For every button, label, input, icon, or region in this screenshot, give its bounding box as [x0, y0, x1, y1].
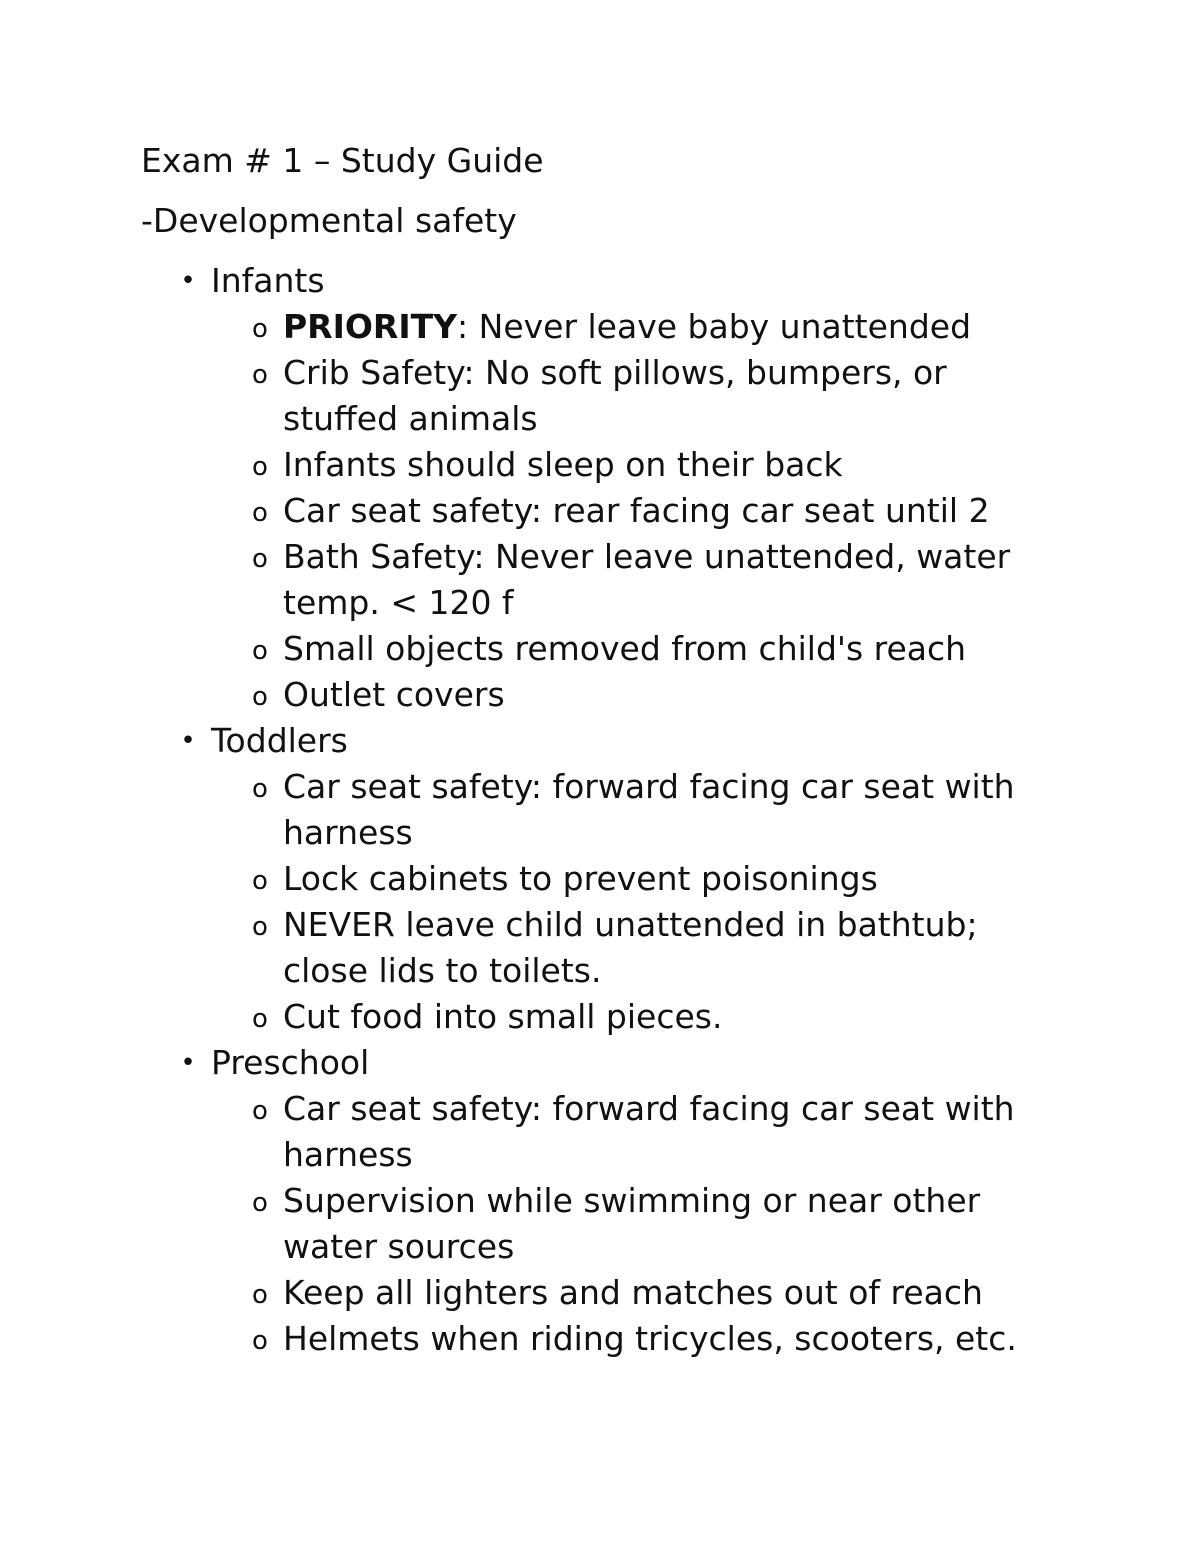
page-title: Exam # 1 – Study Guide — [141, 141, 544, 180]
bullet-icon: • — [180, 1048, 196, 1078]
sub-bullet-icon: o — [252, 1096, 268, 1126]
list-item-text: Bath Safety: Never leave unattended, water temp. < 120 f — [283, 537, 1011, 622]
list-item — [211, 764, 1053, 856]
age-group-heading: Preschool — [211, 1043, 370, 1082]
study-guide-page — [141, 138, 1061, 1362]
sub-bullet-icon: o — [252, 1280, 268, 1310]
sub-bullet-icon: o — [252, 682, 268, 712]
safety-item-list — [211, 764, 1061, 1040]
list-item — [211, 1086, 1053, 1178]
list-item-text: Lock cabinets to prevent poisonings — [283, 859, 878, 898]
sub-bullet-icon: o — [252, 912, 268, 942]
bullet-icon: • — [180, 726, 196, 756]
sub-bullet-icon: o — [252, 774, 268, 804]
age-group-infants — [141, 258, 1061, 718]
list-item — [211, 994, 1053, 1040]
list-item — [211, 626, 1053, 672]
list-item-text: Crib Safety: No soft pillows, bumpers, or stuffed animals — [283, 353, 947, 438]
sub-bullet-icon: o — [252, 866, 268, 896]
list-item — [211, 672, 1053, 718]
age-group-toddlers — [141, 718, 1061, 1040]
list-item-text: Keep all lighters and matches out of reach — [283, 1273, 983, 1312]
sub-bullet-icon: o — [252, 452, 268, 482]
age-group-heading: Infants — [211, 261, 325, 300]
sub-bullet-icon: o — [252, 314, 268, 344]
list-item-text: Small objects removed from child's reach — [283, 629, 967, 668]
list-item — [211, 304, 1053, 350]
list-item — [211, 350, 1053, 442]
sub-bullet-icon: o — [252, 1188, 268, 1218]
priority-label: PRIORITY — [283, 307, 458, 346]
sub-bullet-icon: o — [252, 1004, 268, 1034]
sub-bullet-icon: o — [252, 636, 268, 666]
safety-item-list — [211, 304, 1061, 718]
list-item — [211, 902, 1053, 994]
list-item-text: Infants should sleep on their back — [283, 445, 843, 484]
age-group-preschool — [141, 1040, 1061, 1362]
bullet-icon: • — [180, 266, 196, 296]
list-item-text: Outlet covers — [283, 675, 505, 714]
sub-bullet-icon: o — [252, 498, 268, 528]
list-item — [211, 488, 1053, 534]
sub-bullet-icon: o — [252, 360, 268, 390]
section-heading: -Developmental safety — [141, 201, 517, 240]
list-item — [211, 1316, 1053, 1362]
age-group-list — [141, 258, 1061, 1362]
list-item — [211, 442, 1053, 488]
list-item-text: Car seat safety: forward facing car seat with harness — [283, 1089, 1015, 1174]
sub-bullet-icon: o — [252, 1326, 268, 1356]
list-item-text: : Never leave baby unattended — [457, 307, 972, 346]
sub-bullet-icon: o — [252, 544, 268, 574]
list-item-text: Cut food into small pieces. — [283, 997, 723, 1036]
list-item — [211, 534, 1053, 626]
safety-item-list — [211, 1086, 1061, 1362]
list-item-text: Supervision while swimming or near other water sources — [283, 1181, 981, 1266]
list-item — [211, 1178, 1053, 1270]
list-item-text: Helmets when riding tricycles, scooters, etc. — [283, 1319, 1017, 1358]
list-item-text: Car seat safety: rear facing car seat until 2 — [283, 491, 990, 530]
list-item — [211, 1270, 1053, 1316]
list-item — [211, 856, 1053, 902]
list-item-text: Car seat safety: forward facing car seat with harness — [283, 767, 1015, 852]
list-item-text: NEVER leave child unattended in bathtub; close lids to toilets. — [283, 905, 978, 990]
age-group-heading: Toddlers — [211, 721, 348, 760]
